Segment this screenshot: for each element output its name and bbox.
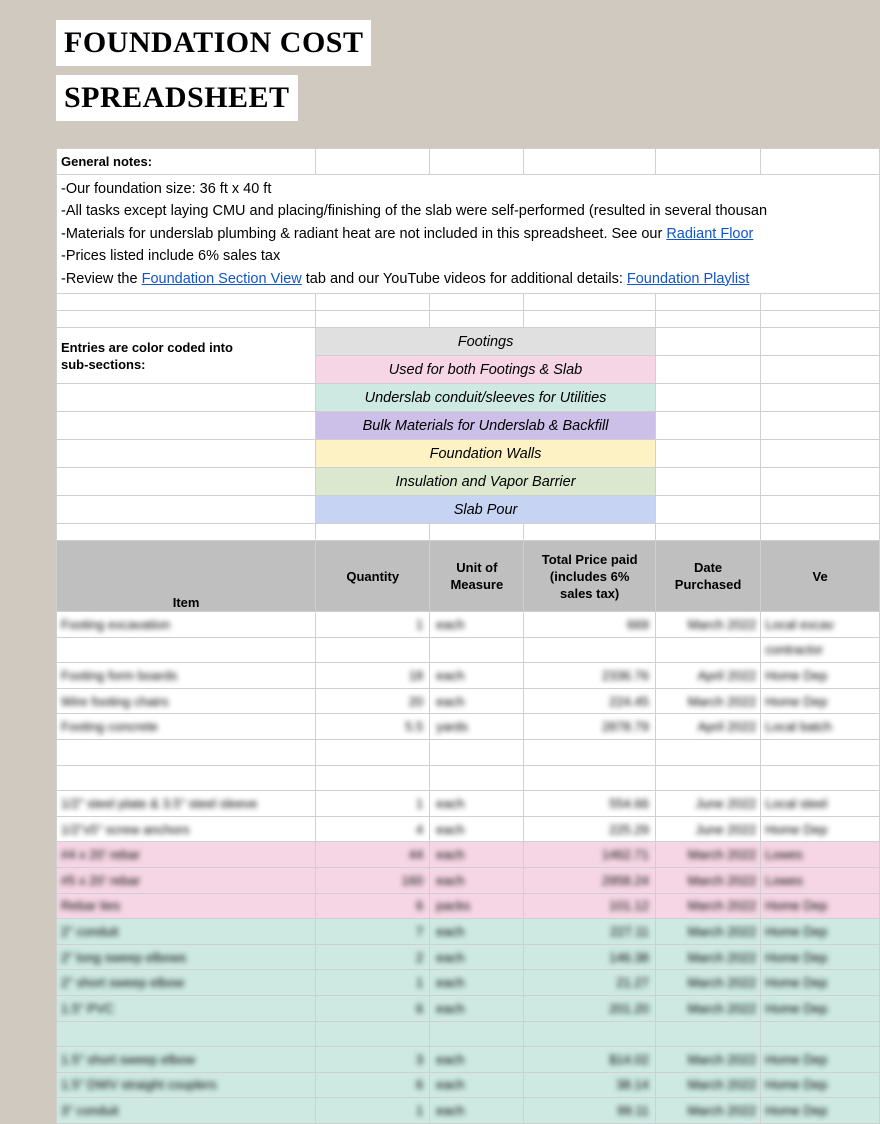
column-header-unit-of-measure <box>430 541 524 612</box>
cell-date: June 2022 <box>655 791 760 817</box>
unit-header-line-2: Measure <box>450 577 504 592</box>
cell-total <box>524 739 655 765</box>
cell-quantity: 44 <box>316 842 430 868</box>
cell-unit: each <box>430 1098 524 1124</box>
legend-band-footings: Footings <box>316 328 656 356</box>
cell-total <box>524 1021 655 1047</box>
note-line-5 <box>61 268 875 291</box>
page-title-line-1: FOUNDATION COST <box>56 20 371 66</box>
empty-cell <box>761 440 880 468</box>
cell-item: Footing concrete <box>57 714 316 740</box>
empty-cell <box>655 440 760 468</box>
cell-unit: each <box>430 919 524 945</box>
cell-total: 201.20 <box>524 995 655 1021</box>
table-row[interactable] <box>57 1098 880 1124</box>
total-header-line-1: Total Price paid <box>541 551 638 567</box>
cell-vendor: Lowes <box>761 867 880 893</box>
total-header-line-3: sales tax) <box>560 585 620 601</box>
cell-date <box>655 739 760 765</box>
legend-label-line-1: Entries are color coded into <box>61 339 233 355</box>
cell-unit: each <box>430 816 524 842</box>
cell-item: 2" short sweep elbow <box>57 970 316 996</box>
cell-vendor: Home Dep <box>761 816 880 842</box>
cell-unit: each <box>430 995 524 1021</box>
empty-cell <box>655 384 760 412</box>
empty-cell <box>57 311 316 328</box>
empty-cell <box>524 294 655 311</box>
cell-total: 2336.76 <box>524 663 655 689</box>
cell-item: 1.5" short sweep elbow <box>57 1047 316 1073</box>
legend-row-insulation <box>57 468 880 496</box>
column-header-vendor: Ve <box>761 541 880 612</box>
notes-table <box>56 148 880 1124</box>
cell-quantity <box>316 1021 430 1047</box>
general-notes-header-row <box>57 149 880 175</box>
cell-vendor: Home Dep <box>761 1098 880 1124</box>
cell-total: 224.45 <box>524 688 655 714</box>
cell-item: Footing excavation <box>57 612 316 638</box>
cell-vendor: Home Dep <box>761 919 880 945</box>
cell-quantity: 2 <box>316 944 430 970</box>
cell-date: March 2022 <box>655 995 760 1021</box>
cell-unit: each <box>430 1072 524 1098</box>
empty-cell <box>524 524 655 541</box>
cell-quantity: 1 <box>316 612 430 638</box>
column-header-date-purchased <box>655 541 760 612</box>
cell-quantity <box>316 739 430 765</box>
general-notes-label: General notes: <box>57 149 316 175</box>
cell-date: March 2022 <box>655 612 760 638</box>
table-row[interactable] <box>57 919 880 945</box>
cell-vendor: Local steel <box>761 791 880 817</box>
cell-total: 2958.24 <box>524 867 655 893</box>
note-line-3-text: -Materials for underslab plumbing & radiant heat are not included in this spreadsheet. See our <box>61 225 667 242</box>
legend-band-walls: Foundation Walls <box>316 440 656 468</box>
legend-band-conduit: Underslab conduit/sleeves for Utilities <box>316 384 656 412</box>
cell-unit: each <box>430 970 524 996</box>
cell-quantity <box>316 765 430 791</box>
table-row[interactable] <box>57 739 880 765</box>
table-row[interactable] <box>57 970 880 996</box>
cell-vendor <box>761 1021 880 1047</box>
cell-total: 101.12 <box>524 893 655 919</box>
cell-total: 1462.71 <box>524 842 655 868</box>
empty-cell <box>57 294 316 311</box>
cell-unit: each <box>430 867 524 893</box>
cell-quantity: 3 <box>316 1047 430 1073</box>
empty-cell <box>57 524 316 541</box>
left-margin <box>0 0 56 1096</box>
cell-item <box>57 637 316 663</box>
column-header-total-price <box>524 541 655 612</box>
cell-item: Wire footing chairs <box>57 688 316 714</box>
foundation-section-view-link[interactable]: Foundation Section View <box>141 270 302 287</box>
empty-cell <box>57 496 316 524</box>
total-header-line-2: (includes 6% <box>549 568 630 584</box>
page-title <box>56 20 656 121</box>
cell-date: March 2022 <box>655 1072 760 1098</box>
cell-vendor: Lowes <box>761 842 880 868</box>
table-row[interactable] <box>57 637 880 663</box>
cell-date: March 2022 <box>655 893 760 919</box>
legend-label <box>57 328 316 384</box>
cell-quantity: 20 <box>316 688 430 714</box>
cell-total: 99.11 <box>524 1098 655 1124</box>
cell-item: #5 x 20' rebar <box>57 867 316 893</box>
cell-quantity: 1 <box>316 791 430 817</box>
empty-cell <box>430 311 524 328</box>
table-row[interactable] <box>57 995 880 1021</box>
cell-unit: each <box>430 688 524 714</box>
cell-total <box>524 765 655 791</box>
cell-quantity <box>316 637 430 663</box>
empty-cell <box>761 149 880 175</box>
empty-cell <box>57 440 316 468</box>
note-line-1: -Our foundation size: 36 ft x 40 ft <box>61 180 272 197</box>
cell-quantity: 1 <box>316 970 430 996</box>
cell-date: March 2022 <box>655 970 760 996</box>
empty-cell <box>524 311 655 328</box>
radiant-floor-link[interactable]: Radiant Floor <box>666 225 754 242</box>
cell-total: 554.66 <box>524 791 655 817</box>
table-row[interactable] <box>57 1047 880 1073</box>
empty-cell <box>655 468 760 496</box>
empty-cell <box>57 384 316 412</box>
spacer-row <box>57 524 880 541</box>
cell-quantity: 6 <box>316 1072 430 1098</box>
cell-vendor: Home Dep <box>761 893 880 919</box>
cell-total: 2878.79 <box>524 714 655 740</box>
cell-date: June 2022 <box>655 816 760 842</box>
cell-date: March 2022 <box>655 1098 760 1124</box>
empty-cell <box>761 384 880 412</box>
table-header-row <box>57 541 880 612</box>
legend-band-both: Used for both Footings & Slab <box>316 356 656 384</box>
cell-vendor: Local batch <box>761 714 880 740</box>
cell-quantity: 160 <box>316 867 430 893</box>
empty-cell <box>761 311 880 328</box>
cell-unit <box>430 1021 524 1047</box>
note-line-5-mid: tab and our YouTube videos for additional details: <box>301 270 627 287</box>
table-row[interactable] <box>57 867 880 893</box>
empty-cell <box>655 149 760 175</box>
cell-item: 1.5" PVC <box>57 995 316 1021</box>
empty-cell <box>655 328 760 356</box>
cell-item: Footing form boards <box>57 663 316 689</box>
table-row[interactable] <box>57 1072 880 1098</box>
table-row[interactable] <box>57 944 880 970</box>
cell-date <box>655 765 760 791</box>
cell-total: $14.02 <box>524 1047 655 1073</box>
note-line-3 <box>61 223 875 246</box>
empty-cell <box>761 524 880 541</box>
empty-cell <box>316 149 430 175</box>
column-header-quantity: Quantity <box>316 541 430 612</box>
cell-unit: each <box>430 944 524 970</box>
empty-cell <box>316 311 430 328</box>
general-notes-body-row <box>57 175 880 294</box>
legend-row-bulk <box>57 412 880 440</box>
empty-cell <box>430 149 524 175</box>
empty-cell <box>655 524 760 541</box>
empty-cell <box>761 496 880 524</box>
cell-total: 227.11 <box>524 919 655 945</box>
table-row[interactable] <box>57 842 880 868</box>
cell-date: March 2022 <box>655 688 760 714</box>
cell-total: 225.29 <box>524 816 655 842</box>
empty-cell <box>655 496 760 524</box>
table-row[interactable] <box>57 714 880 740</box>
cell-vendor: Home Dep <box>761 1047 880 1073</box>
cell-quantity: 18 <box>316 663 430 689</box>
cell-unit: each <box>430 663 524 689</box>
note-line-2: -All tasks except laying CMU and placing/finishing of the slab were self-performed (resulted in several thousan <box>61 203 768 220</box>
cell-quantity: 1 <box>316 1098 430 1124</box>
cell-vendor: Home Dep <box>761 663 880 689</box>
empty-cell <box>761 294 880 311</box>
cell-item: 3" conduit <box>57 1098 316 1124</box>
cell-vendor: Local excav <box>761 612 880 638</box>
table-body <box>57 612 880 1124</box>
cell-vendor: Home Dep <box>761 995 880 1021</box>
cell-item: 1/2" steel plate & 3.5" steel sleeve <box>57 791 316 817</box>
cell-date: March 2022 <box>655 944 760 970</box>
cell-total: 146.38 <box>524 944 655 970</box>
empty-cell <box>57 468 316 496</box>
cell-vendor: Home Dep <box>761 1072 880 1098</box>
cell-quantity: 7 <box>316 919 430 945</box>
cell-date <box>655 637 760 663</box>
cell-total: 21.27 <box>524 970 655 996</box>
cell-item <box>57 1021 316 1047</box>
note-line-4: -Prices listed include 6% sales tax <box>61 248 281 265</box>
cell-date: March 2022 <box>655 1047 760 1073</box>
cell-unit <box>430 739 524 765</box>
cell-unit: each <box>430 791 524 817</box>
cell-unit: each <box>430 842 524 868</box>
note-line-5-pre: -Review the <box>61 270 142 287</box>
legend-row-footings <box>57 328 880 356</box>
empty-cell <box>761 328 880 356</box>
table-row[interactable] <box>57 791 880 817</box>
general-notes-text <box>57 175 880 294</box>
cell-item: 1.5" DWV straight couplers <box>57 1072 316 1098</box>
legend-label-line-2: sub-sections: <box>61 356 146 372</box>
date-header-line-1: Date <box>693 560 723 575</box>
unit-header-line-1: Unit of <box>456 560 498 575</box>
empty-cell <box>316 294 430 311</box>
cell-date: April 2022 <box>655 663 760 689</box>
cell-total: 38.14 <box>524 1072 655 1098</box>
spacer-row <box>57 294 880 311</box>
cell-date: April 2022 <box>655 714 760 740</box>
empty-cell <box>655 356 760 384</box>
cell-unit: packs <box>430 893 524 919</box>
empty-cell <box>430 524 524 541</box>
cell-item: 1/2"x5" screw anchors <box>57 816 316 842</box>
cell-item <box>57 765 316 791</box>
cell-date: March 2022 <box>655 842 760 868</box>
cell-quantity: 5.5 <box>316 714 430 740</box>
cell-vendor <box>761 739 880 765</box>
column-header-item: Item <box>57 541 316 612</box>
empty-cell <box>761 412 880 440</box>
cell-vendor: Home Dep <box>761 944 880 970</box>
cell-vendor: Home Dep <box>761 970 880 996</box>
cell-item: 2" conduit <box>57 919 316 945</box>
legend-row-conduit <box>57 384 880 412</box>
cell-unit: each <box>430 1047 524 1073</box>
cell-quantity: 6 <box>316 893 430 919</box>
empty-cell <box>655 311 760 328</box>
cell-quantity: 4 <box>316 816 430 842</box>
table-row[interactable] <box>57 893 880 919</box>
legend-row-slab <box>57 496 880 524</box>
table-row[interactable] <box>57 612 880 638</box>
empty-cell <box>57 412 316 440</box>
empty-cell <box>316 524 430 541</box>
cell-item: Rebar ties <box>57 893 316 919</box>
cell-total <box>524 637 655 663</box>
empty-cell <box>430 294 524 311</box>
cell-item: 2" long sweep elbows <box>57 944 316 970</box>
table-row[interactable] <box>57 688 880 714</box>
legend-row-walls <box>57 440 880 468</box>
table-row[interactable] <box>57 765 880 791</box>
cell-unit: each <box>430 612 524 638</box>
cell-vendor <box>761 765 880 791</box>
cell-item: #4 x 20' rebar <box>57 842 316 868</box>
legend-band-slab: Slab Pour <box>316 496 656 524</box>
cell-quantity: 6 <box>316 995 430 1021</box>
foundation-playlist-link[interactable]: Foundation Playlist <box>626 270 750 287</box>
cell-unit <box>430 637 524 663</box>
cell-unit: yards <box>430 714 524 740</box>
table-row[interactable] <box>57 816 880 842</box>
empty-cell <box>655 412 760 440</box>
empty-cell <box>524 149 655 175</box>
cell-item <box>57 739 316 765</box>
page-title-line-2: SPREADSHEET <box>56 75 298 121</box>
cell-vendor: Home Dep <box>761 688 880 714</box>
date-header-line-2: Purchased <box>674 577 742 592</box>
empty-cell <box>655 294 760 311</box>
cell-date: March 2022 <box>655 867 760 893</box>
cell-unit <box>430 765 524 791</box>
cell-date: March 2022 <box>655 919 760 945</box>
empty-cell <box>761 356 880 384</box>
cell-date <box>655 1021 760 1047</box>
empty-cell <box>761 468 880 496</box>
legend-band-insulation: Insulation and Vapor Barrier <box>316 468 656 496</box>
table-row[interactable] <box>57 663 880 689</box>
spacer-row <box>57 311 880 328</box>
table-row[interactable] <box>57 1021 880 1047</box>
cell-total: 669 <box>524 612 655 638</box>
legend-band-bulk: Bulk Materials for Underslab & Backfill <box>316 412 656 440</box>
cell-vendor: contractor <box>761 637 880 663</box>
spreadsheet-sheet <box>56 0 880 1124</box>
